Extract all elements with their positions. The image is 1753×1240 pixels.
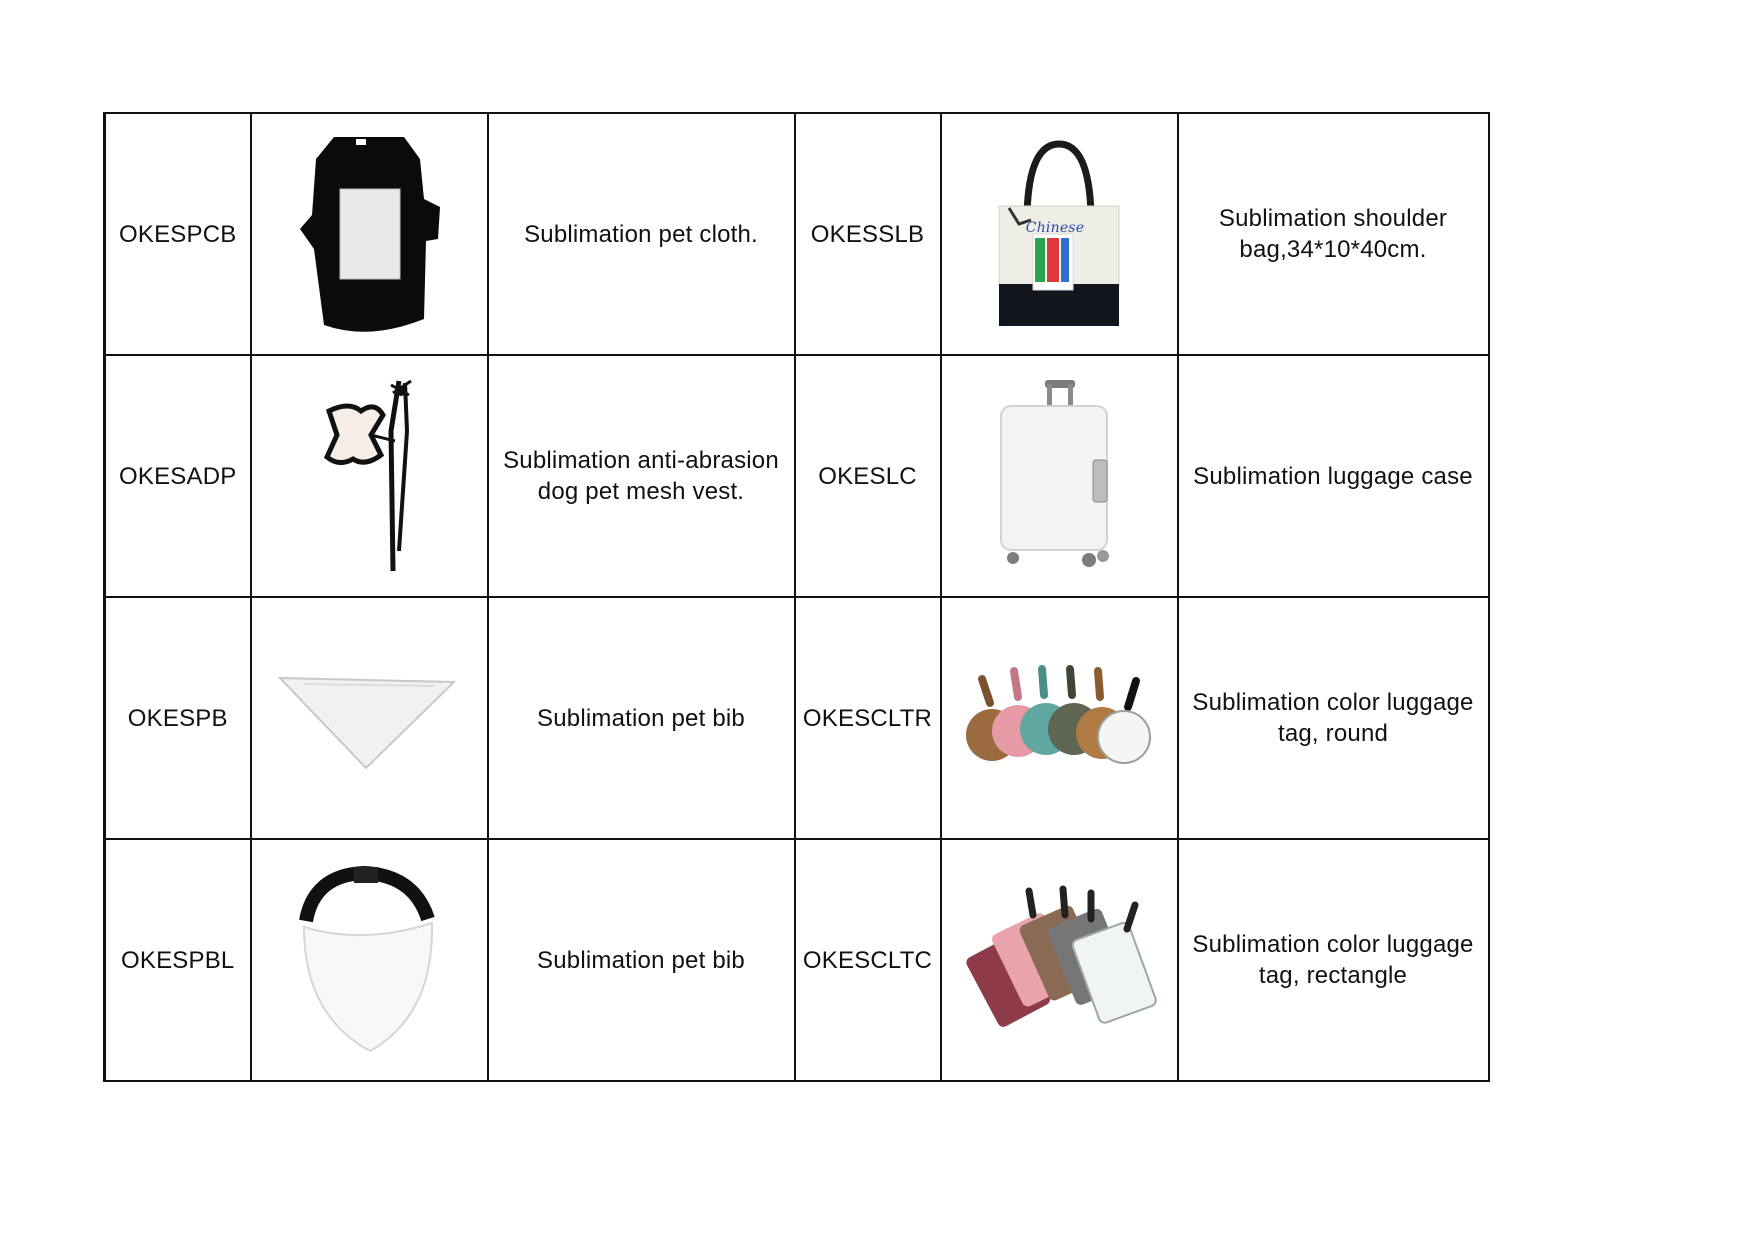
product-code: OKESPB xyxy=(105,597,251,839)
product-description: Sublimation shoulder bag,34*10*40cm. xyxy=(1178,113,1489,355)
product-image xyxy=(251,355,488,597)
shoulder-bag-icon xyxy=(979,134,1139,334)
product-code: OKESCLTR xyxy=(795,597,941,839)
product-code: OKESCLTC xyxy=(795,839,941,1081)
product-table xyxy=(103,112,1490,1082)
product-description: Sublimation color luggage tag, round xyxy=(1178,597,1489,839)
luggage-case-icon xyxy=(989,376,1129,576)
round-luggage-tags-icon xyxy=(964,663,1154,773)
table-row xyxy=(105,113,1489,355)
table-row xyxy=(105,839,1489,1081)
table-row xyxy=(105,597,1489,839)
product-image xyxy=(251,113,488,355)
rectangle-luggage-tags-icon xyxy=(959,885,1159,1035)
product-description: Sublimation anti-abrasion dog pet mesh vest. xyxy=(488,355,795,597)
product-image xyxy=(251,839,488,1081)
svg-text:Chinese: Chinese xyxy=(1025,220,1085,236)
product-image xyxy=(941,113,1178,355)
product-image xyxy=(251,597,488,839)
product-image xyxy=(941,355,1178,597)
product-image xyxy=(941,597,1178,839)
product-description: Sublimation pet bib xyxy=(488,597,795,839)
product-code: OKESPBL xyxy=(105,839,251,1081)
product-description: Sublimation luggage case xyxy=(1178,355,1489,597)
dog-harness-icon xyxy=(309,371,429,581)
triangle-pet-bib-icon xyxy=(274,658,464,778)
product-description: Sublimation color luggage tag, rectangle xyxy=(1178,839,1489,1081)
product-image xyxy=(941,839,1178,1081)
product-code: OKESPCB xyxy=(105,113,251,355)
black-pet-cloth-icon xyxy=(294,129,444,339)
product-description: Sublimation pet cloth. xyxy=(488,113,795,355)
table-row xyxy=(105,355,1489,597)
product-code: OKESLC xyxy=(795,355,941,597)
product-code: OKESSLB xyxy=(795,113,941,355)
collar-pet-bib-icon xyxy=(294,865,444,1055)
product-description: Sublimation pet bib xyxy=(488,839,795,1081)
product-code: OKESADP xyxy=(105,355,251,597)
